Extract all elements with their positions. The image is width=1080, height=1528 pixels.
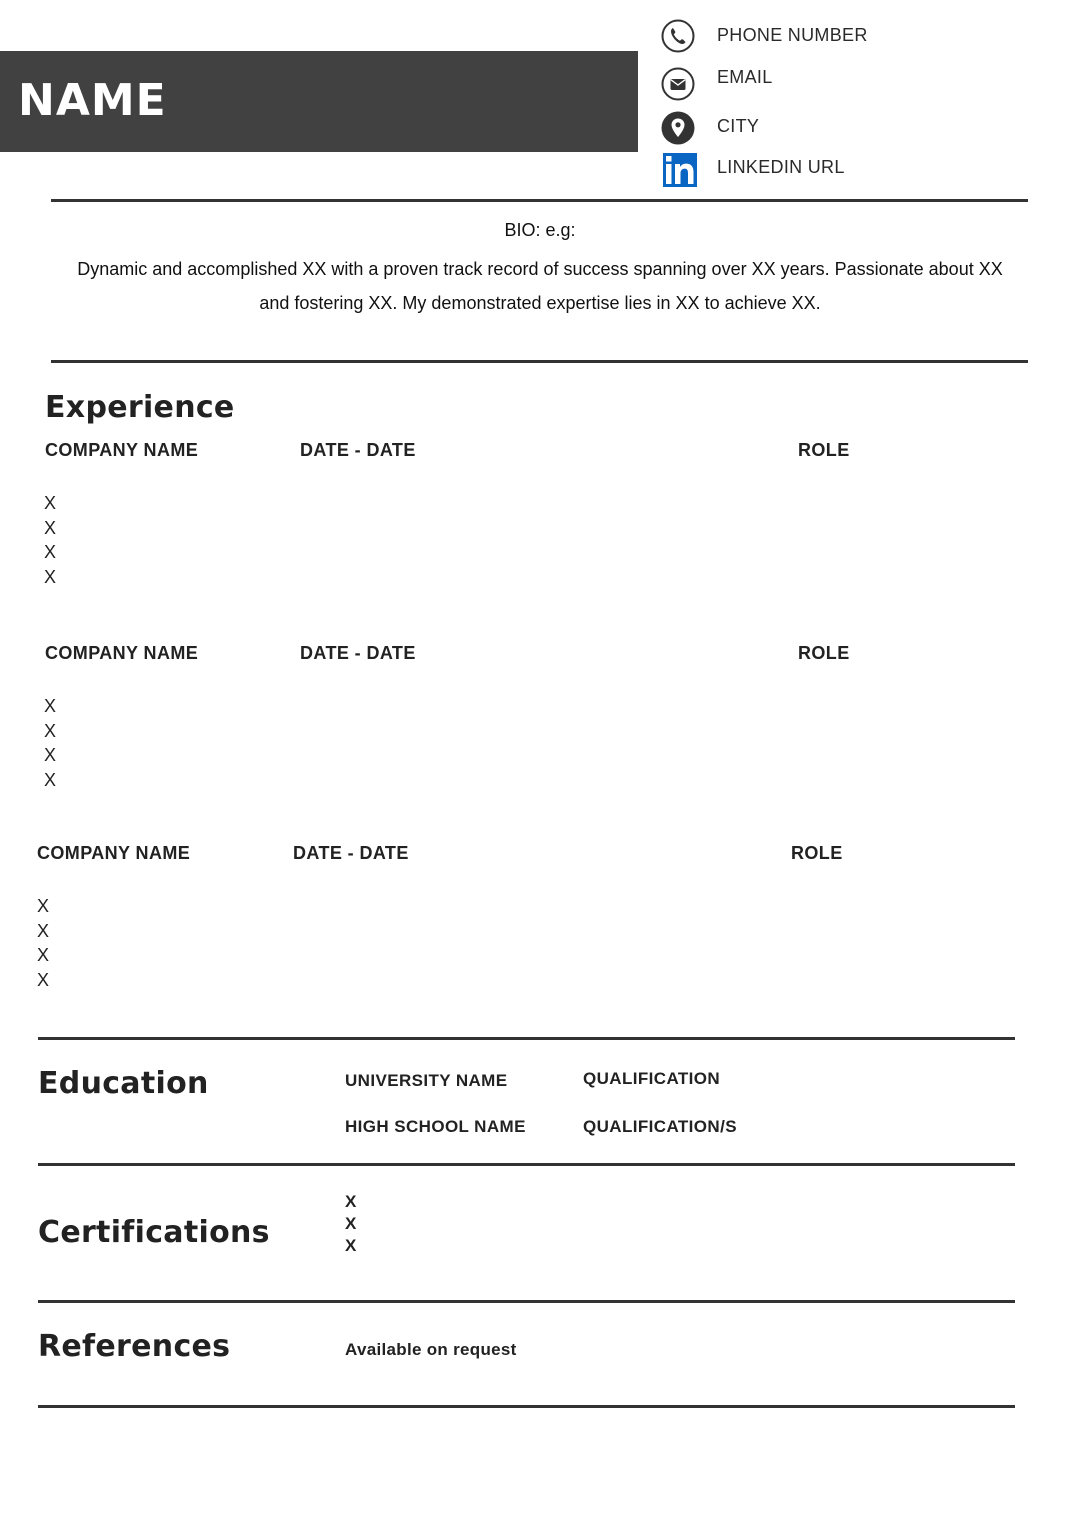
list-item: X [44, 769, 57, 790]
phone-number: PHONE NUMBER [717, 25, 868, 45]
list-item: X [44, 493, 57, 513]
qualification: QUALIFICATION [583, 1069, 721, 1088]
divider [51, 199, 1028, 202]
list-item: X [345, 1192, 357, 1211]
company-name: COMPANY NAME [45, 440, 199, 460]
divider [38, 1300, 1015, 1303]
job-dates: DATE - DATE [300, 643, 416, 663]
bio-text [50, 252, 1030, 320]
list-item: X [44, 517, 57, 538]
university-name: UNIVERSITY NAME [345, 1071, 508, 1090]
job-bullets [44, 694, 56, 792]
linkedin-url[interactable]: LINKEDIN URL [717, 157, 845, 177]
divider [38, 1163, 1015, 1166]
email-icon [661, 67, 695, 101]
divider [51, 360, 1028, 363]
list-item: X [44, 542, 57, 562]
job-role: ROLE [798, 643, 850, 663]
list-item: X [37, 920, 50, 941]
bio-line: and fostering XX. My demonstrated expertise lies in XX to achieve XX. [259, 293, 821, 313]
experience-heading: Experience [45, 390, 235, 425]
list-item: X [37, 969, 50, 990]
divider [38, 1037, 1015, 1040]
job-bullets [44, 491, 56, 589]
education-heading: Education [38, 1066, 209, 1101]
list-item: X [37, 945, 50, 965]
bio-line: Dynamic and accomplished XX with a proven track record of success spanning over XX years. Passionate about XX [77, 259, 1003, 279]
high-school-qualifications: QUALIFICATION/S [583, 1117, 737, 1136]
company-name: COMPANY NAME [37, 843, 191, 863]
city: CITY [717, 116, 760, 136]
list-item: X [44, 566, 57, 587]
name-banner [0, 51, 638, 152]
phone-icon [661, 19, 695, 53]
bio-title: BIO: e.g: [504, 220, 576, 240]
job-dates: DATE - DATE [293, 843, 409, 863]
job-role: ROLE [798, 440, 850, 460]
list-item: X [345, 1214, 357, 1233]
email-address: EMAIL [717, 67, 773, 87]
candidate-name: NAME [18, 75, 167, 126]
job-role: ROLE [791, 843, 843, 863]
certifications-heading: Certifications [38, 1215, 270, 1250]
high-school-name: HIGH SCHOOL NAME [345, 1117, 526, 1136]
linkedin-icon [663, 153, 697, 187]
certifications-list [345, 1191, 356, 1257]
job-bullets [37, 894, 49, 992]
divider [38, 1405, 1015, 1408]
references-heading: References [38, 1329, 231, 1364]
list-item: X [44, 745, 57, 765]
list-item: X [44, 720, 57, 741]
company-name: COMPANY NAME [45, 643, 199, 663]
list-item: X [44, 696, 57, 716]
references-text: Available on request [345, 1340, 517, 1359]
location-pin-icon [661, 111, 695, 145]
list-item: X [37, 896, 50, 916]
job-dates: DATE - DATE [300, 440, 416, 460]
list-item: X [345, 1236, 357, 1255]
